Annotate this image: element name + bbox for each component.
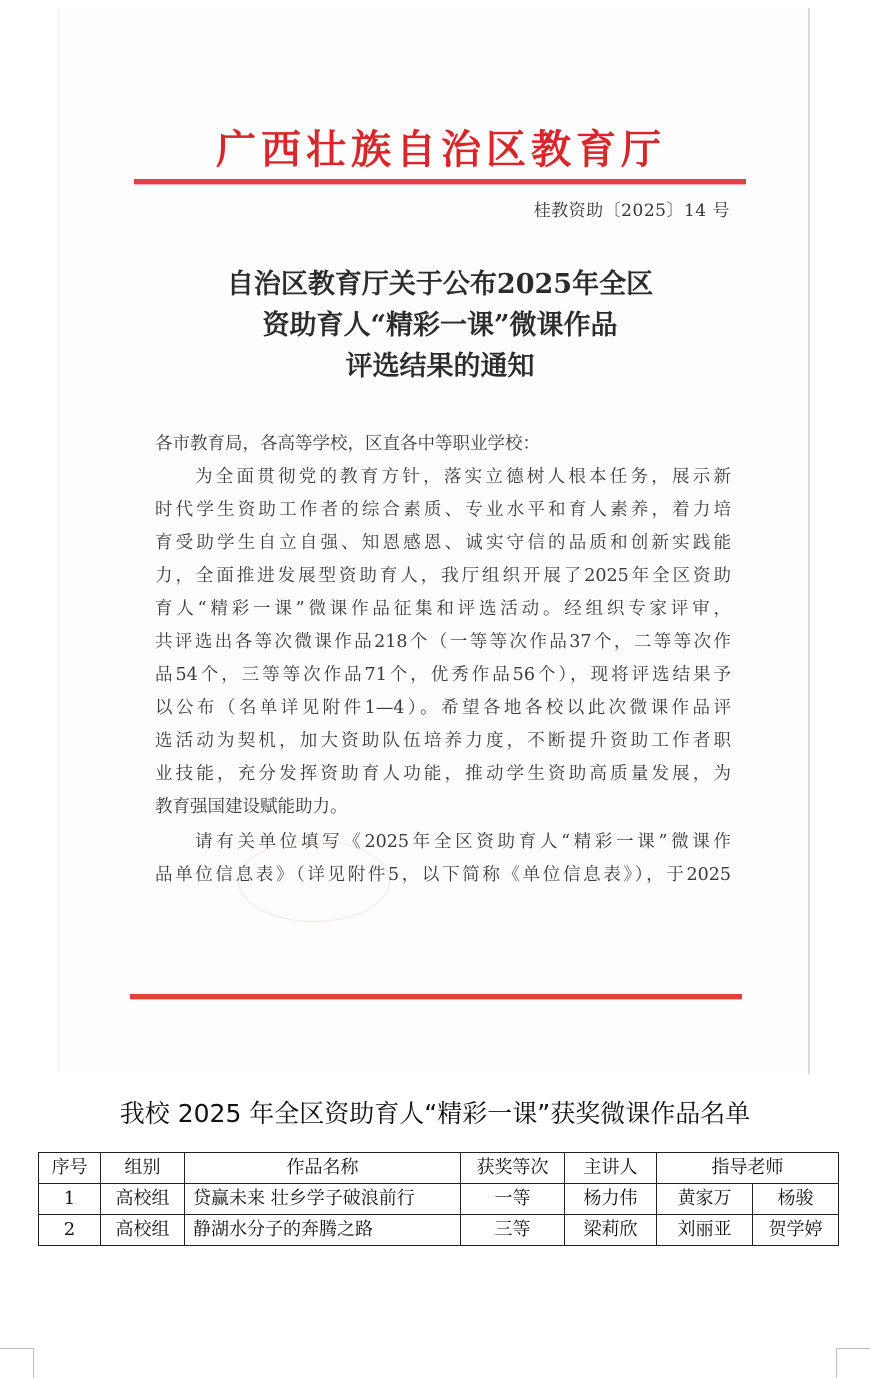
red-header-rule <box>134 179 746 185</box>
header-cell: 作品名称 <box>185 1153 461 1184</box>
issuing-authority-title: 广西壮族自治区教育厅 <box>216 126 666 173</box>
faint-seal-impression <box>238 840 390 922</box>
paragraph-line: 为全面贯彻党的教育方针，落实立德树人根本任务，展示新 <box>195 467 731 487</box>
table-cell: 梁莉欣 <box>565 1215 657 1246</box>
header-cell: 获奖等次 <box>461 1153 565 1184</box>
paragraph-line: 力，全面推进发展型资助育人，我厅组织开展了2025年全区资助 <box>155 566 731 586</box>
page-corner-mark-right <box>836 1348 870 1378</box>
table-cell: 一等 <box>461 1184 565 1215</box>
paragraph-line: 育人“精彩一课”微课作品征集和评选活动。经组织专家评审， <box>155 599 731 619</box>
red-footer-rule <box>130 994 742 1000</box>
table-cell: 贷赢未来 壮乡学子破浪前行 <box>185 1184 461 1215</box>
header-cell: 序号 <box>39 1153 101 1184</box>
award-table <box>38 1152 839 1246</box>
award-list-title: 我校 2025 年全区资助育人“精彩一课”获奖微课作品名单 <box>119 1099 751 1128</box>
paragraph-line: 育受助学生自立自强、知恩感恩、诚实守信的品质和创新实践能 <box>155 533 731 553</box>
paragraph-line: 教育强国建设赋能助力。 <box>155 797 348 817</box>
notice-headline-line-2: 资助育人“精彩一课”微课作品 <box>262 310 618 341</box>
paragraph-line: 选活动为契机，加大资助队伍培养力度，不断提升资助工作者职 <box>155 731 731 751</box>
table-cell: 杨骏 <box>753 1184 839 1215</box>
header-cell: 组别 <box>101 1153 185 1184</box>
paragraph-line: 请有关单位填写《2025年全区资助育人“精彩一课”微课作 <box>195 832 731 852</box>
notice-headline-line-1: 自治区教育厅关于公布2025年全区 <box>226 269 654 300</box>
paragraph-line: 共评选出各等次微课作品218个（一等等次作品37个，二等等次作 <box>155 632 731 652</box>
scan-left-edge <box>58 8 59 1072</box>
table-cell: 三等 <box>461 1215 565 1246</box>
table-cell: 黄家万 <box>657 1184 753 1215</box>
salutation: 各市教育局，各高等学校，区直各中等职业学校： <box>155 434 540 454</box>
table-cell: 高校组 <box>101 1184 185 1215</box>
table-cell: 贺学婷 <box>753 1215 839 1246</box>
table-cell: 静湖水分子的奔腾之路 <box>185 1215 461 1246</box>
table-row <box>39 1184 839 1215</box>
notice-headline-line-3: 评选结果的通知 <box>345 351 535 382</box>
header-cell: 指导老师 <box>657 1153 839 1184</box>
paragraph-line: 时代学生资助工作者的综合素质、专业水平和育人素养，着力培 <box>155 500 731 520</box>
paragraph-line: 业技能，充分发挥资助育人功能，推动学生资助高质量发展，为 <box>155 764 731 784</box>
paragraph-line: 以公布（名单详见附件1—4）。希望各地各校以此次微课作品评 <box>155 698 731 718</box>
table-cell: 2 <box>39 1215 101 1246</box>
scan-right-edge <box>808 8 810 1074</box>
header-cell: 主讲人 <box>565 1153 657 1184</box>
table-cell: 刘丽亚 <box>657 1215 753 1246</box>
document-number: 桂教资助〔2025〕14 号 <box>533 201 730 221</box>
page-corner-mark-left <box>0 1348 34 1378</box>
table-cell: 高校组 <box>101 1215 185 1246</box>
paragraph-line: 品单位信息表》（详见附件5，以下简称《单位信息表》），于2025 <box>155 865 731 885</box>
table-header-row <box>39 1153 839 1184</box>
table-cell: 1 <box>39 1184 101 1215</box>
table-row <box>39 1215 839 1246</box>
table-cell: 杨力伟 <box>565 1184 657 1215</box>
paragraph-line: 品54个，三等等次作品71个，优秀作品56个），现将评选结果予 <box>155 665 731 685</box>
